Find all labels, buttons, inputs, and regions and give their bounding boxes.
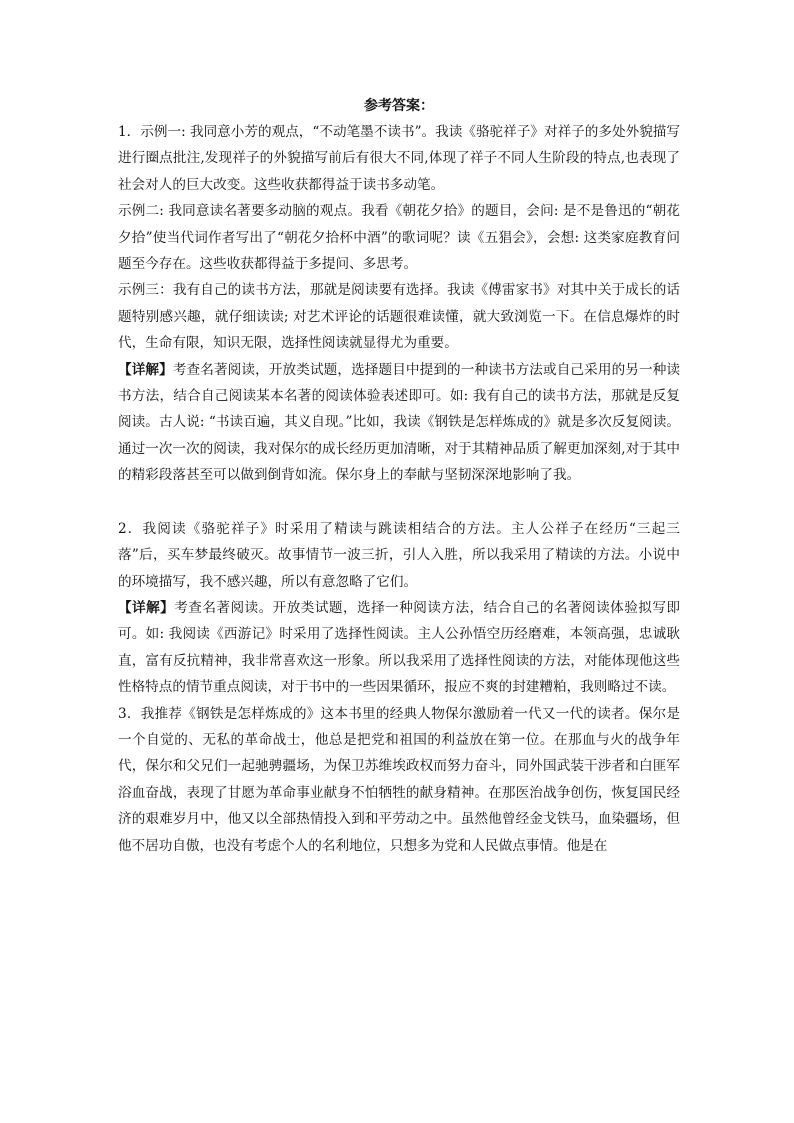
page-title: 参考答案： [364,98,434,114]
answer-2-detail [118,595,680,701]
answer-2: 2．我阅读《骆驼祥子》时采用了精读与跳读相结合的方法。主人公祥子在经历“三起三落”后，买车梦最终破灭。故事情节一波三折，引人入胜，所以我采用了精读的方法。小说中的环境描写，我不感兴趣，所以有意忽略了它们。 [118,520,680,590]
answer-1-detail [118,357,680,489]
answer-3: 3．我推荐《钢铁是怎样炼成的》这本书里的经典人物保尔激励着一代又一代的读者。保尔是一个自觉的、无私的革命战士，他总是把党和祖国的利益放在第一位。在那血与火的战争年代，保尔和父兄们一起驰骋疆场，为保卫苏维埃政权而努力奋斗，同外国武装干涉者和白匪军浴血奋战，表现了甘愿为革命事业献身不怕牺牲的献身精神。在那医治战争创伤，恢复国民经济的艰难岁月中，他又以全部热情投入到和平劳动之中。虽然他曾经金戈铁马，血染疆场，但他不居功自傲，也没有考虑个人的名利地位，只想多为党和人民做点事情。他是在 [118,705,680,854]
detail-tag: 【详解】 [118,361,173,378]
answer-1-example-3: 示例三：我有自己的读书方法，那就是阅读要有选择。我读《傅雷家书》对其中关于成长的话题特别感兴趣，就仔细读读; 对艺术评论的话题很难读懂，就大致浏览一下。在信息爆炸的时代，生命有限，知识无限，选择性阅读就显得尤为重要。 [118,282,680,352]
answer-1-example-1: 1．示例一: 我同意小芳的观点，“不动笔墨不读书”。我读《骆驼祥子》对祥子的多处外貌描写进行圈点批注,发现祥子的外貌描写前后有很大不同,体现了祥子不同人生阶段的特点,也表现了社会对人的巨大改变。这些收获都得益于读书多动笔。 [118,124,680,193]
detail-text: 考查名著阅读，开放类试题，选择题目中提到的一种读书方法或自己采用的另一种读书方法，结合自己阅读某本名著的阅读体验表述即可。如: 我有自己的读书方法，那就是反复阅读。古人说: “书读百遍，其义自现。”比如，我读《钢铁是怎样炼成的》就是多次反复阅读。通过一次一次的阅读，我对保尔的成长经历更加清晰，对于其精神品质了解更加深刻,对于其中的精彩段落甚至可以做到倒背如流。保尔身上的奉献与坚韧深深地影响了我。 [118,361,681,484]
answer-1-example-2: 示例二: 我同意读名著要多动脑的观点。我看《朝花夕拾》的题目，会问: 是不是鲁迅的“朝花夕拾”使当代词作者写出了“朝花夕拾杯中酒”的歌词呢？读《五猖会》，会想: 这类家庭教育问题至今存在。这些收获都得益于多提问、多思考。 [118,203,680,273]
detail-text: 考查名著阅读。开放类试题，选择一种阅读方法，结合自己的名著阅读体验拟写即可。如: 我阅读《西游记》时采用了选择性阅读。主人公孙悟空历经磨难，本领高强，忠诚耿直，富有反抗精神，我非常喜欢这一形象。所以我采用了选择性阅读的方法，对能体现他这些性格特点的情节重点阅读，对于书中的一些因果循环，报应不爽的封建糟粕，我则略过不读。 [118,599,681,696]
spacer [118,489,680,516]
answer-page [118,93,680,859]
detail-tag: 【详解】 [118,599,175,616]
